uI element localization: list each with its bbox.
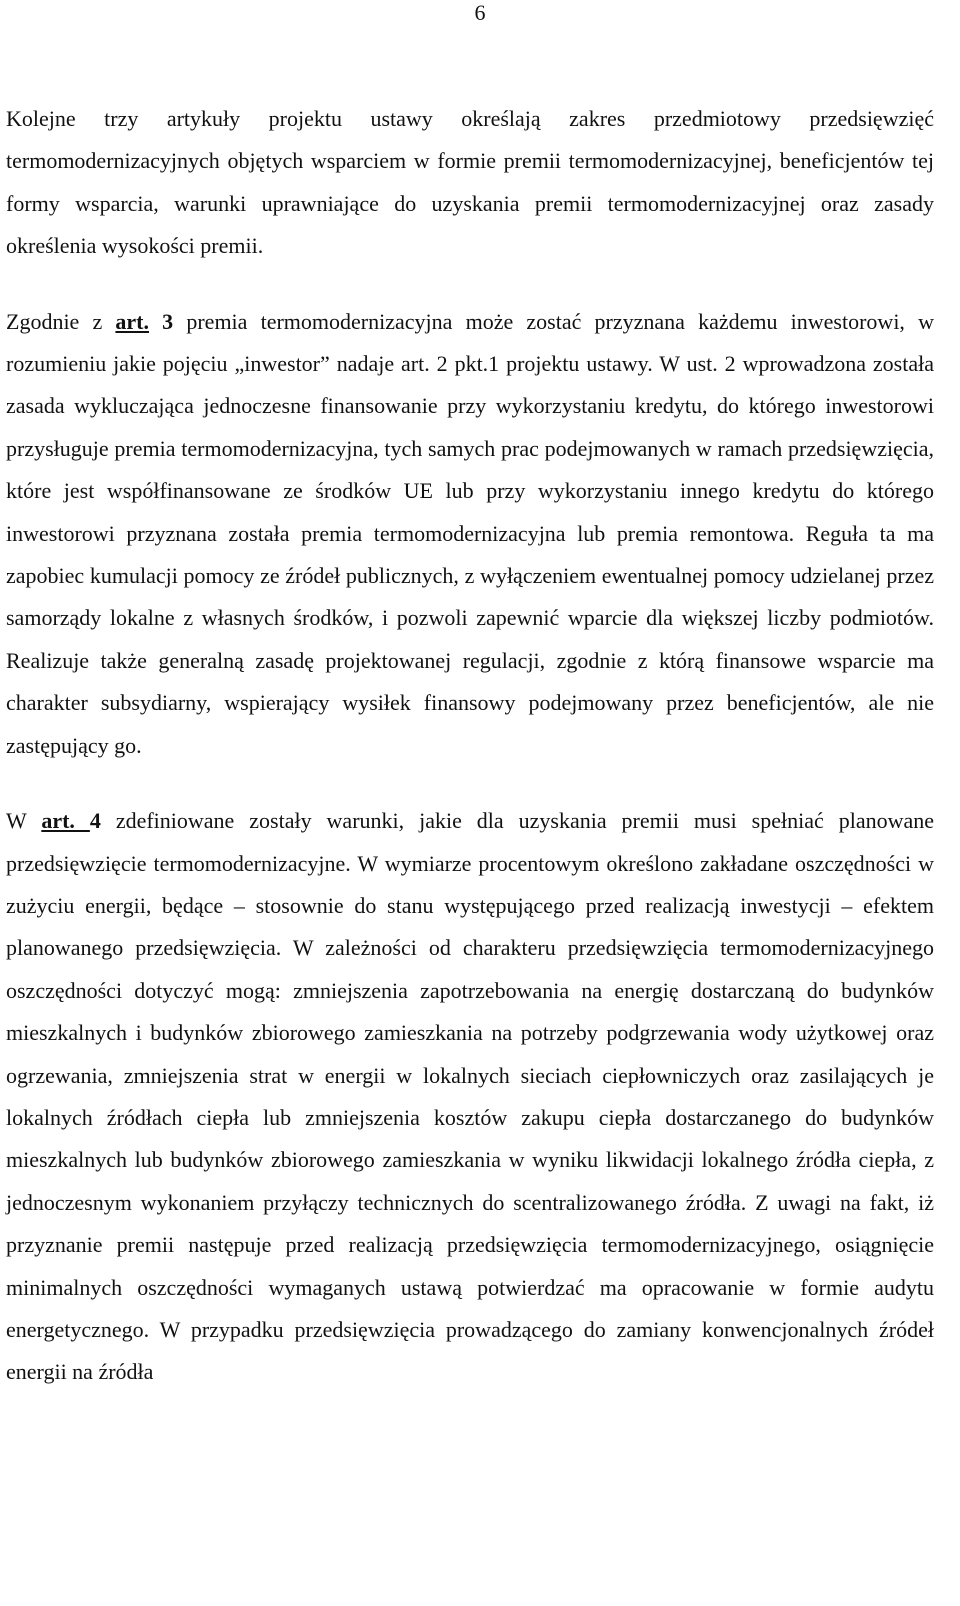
paragraph-art-3 xyxy=(6,301,934,767)
article-number: 3 xyxy=(149,308,174,334)
paragraph-lead: Zgodnie z xyxy=(6,308,116,334)
paragraph-intro xyxy=(6,98,934,268)
article-word: art. xyxy=(115,308,150,334)
article-word: art. xyxy=(41,808,90,834)
page-number: 6 xyxy=(474,0,486,25)
document-body xyxy=(6,98,934,1394)
article-reference xyxy=(41,808,101,833)
paragraph-text: Kolejne trzy artykuły projektu ustawy określają zakres przedmiotowy przedsięwzięć termomodernizacyjnych objętych wsparciem w formie premii termomodernizacyjnej, beneficjentów tej formy wsparcia, warunki uprawniające do uzyskania premii termomodernizacyjnej oraz zasady określenia wysokości premii. xyxy=(6,106,934,259)
article-reference xyxy=(115,309,173,334)
paragraph-lead: W xyxy=(6,808,42,834)
article-number: 4 xyxy=(89,808,101,834)
paragraph-text: premia termomodernizacyjna może zostać przyznana każdemu inwestorowi, w rozumieniu jakie pojęciu „inwestor” nadaje art. 2 pkt.1 projektu ustawy. W ust. 2 wprowadzona została zasada wykluczająca jednoczesne finansowanie przy wykorzystaniu kredytu, do którego inwestorowi przysługuje premia termomodernizacyjna, tych samych prac podejmowanych w ramach przedsięwzięcia, które jest współfinansowane ze środków UE lub przy wykorzystaniu innego kredytu do którego inwestorowi przyznana została premia termomodernizacyjna lub premia remontowa. Reguła ta ma zapobiec kumulacji pomocy ze źródeł publicznych, z wyłączeniem ewentualnej pomocy udzielanej przez samorządy lokalne z własnych środków, i pozwoli zapewnić wparcie dla większej liczby podmiotów. Realizuje także generalną zasadę projektowanej regulacji, zgodnie z którą finansowe wsparcie ma charakter subsydiarny, wspierający wysiłek finansowy podejmowany przez beneficjentów, ale nie zastępujący go. xyxy=(6,308,934,758)
paragraph-art-4 xyxy=(6,800,934,1394)
paragraph-text: zdefiniowane zostały warunki, jakie dla uzyskania premii musi spełniać planowane przedsięwzięcie termomodernizacyjne. W wymiarze procentowym określono zakładane oszczędności w zużyciu energii, będące – stosownie do stanu występującego przed realizacją inwestycji – efektem planowanego przedsięwzięcia. W zależności od charakteru przedsięwzięcia termomodernizacyjnego oszczędności dotyczyć mogą: zmniejszenia zapotrzebowania na energię dostarczaną do budynków mieszkalnych i budynków zbiorowego zamieszkania na potrzeby podgrzewania wody użytkowej oraz ogrzewania, zmniejszenia strat w energii w lokalnych sieciach ciepłowniczych oraz zasilających je lokalnych źródłach ciepła lub zmniejszenia kosztów zakupu ciepła dostarczanego do budynków mieszkalnych lub budynków zbiorowego zamieszkania w wyniku likwidacji lokalnego źródła ciepła, z jednoczesnym wykonaniem przyłączy technicznych do scentralizowanego źródła. Z uwagi na fakt, iż przyznanie premii następuje przed realizacją przedsięwzięcia termomodernizacyjnego, osiągnięcie minimalnych oszczędności wymaganych ustawą potwierdzać ma opracowanie w formie audytu energetycznego. W przypadku przedsięwzięcia prowadzącego do zamiany konwencjonalnych źródeł energii na źródła xyxy=(6,808,934,1385)
